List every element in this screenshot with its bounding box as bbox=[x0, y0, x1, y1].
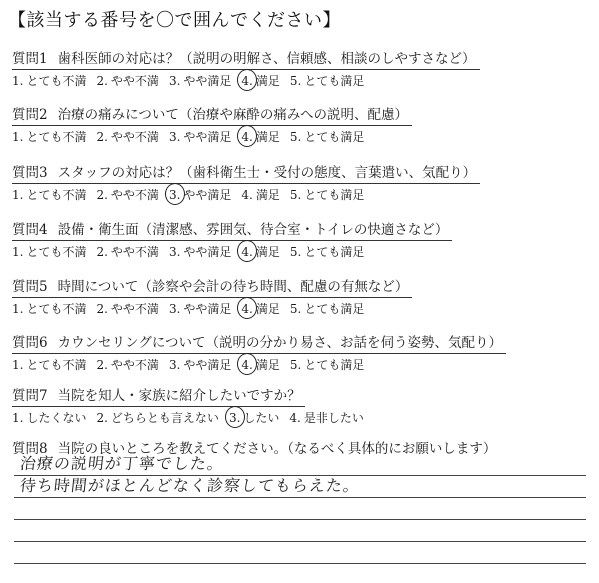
question-6-title bbox=[12, 334, 506, 354]
free-answer-area[interactable] bbox=[14, 454, 586, 564]
option-label: 満足 bbox=[255, 245, 280, 259]
answer-option-selected[interactable] bbox=[169, 186, 231, 204]
option-number: 1. bbox=[12, 188, 24, 202]
option-label: 満足 bbox=[255, 74, 280, 88]
answer-option-selected[interactable] bbox=[241, 72, 279, 90]
option-number: 1. bbox=[12, 302, 24, 316]
option-label: やや満足 bbox=[183, 358, 232, 372]
answer-option[interactable] bbox=[169, 300, 231, 318]
question-text: スタッフの対応は？（歯科衛生士・受付の態度、言葉遣い、気配り） bbox=[57, 165, 477, 181]
answer-option[interactable] bbox=[12, 186, 86, 204]
answer-option[interactable] bbox=[169, 128, 231, 146]
option-label: とても不満 bbox=[26, 74, 87, 88]
question-text: 設備・衛生面（清潔感、雰囲気、待合室・トイレの快適さなど） bbox=[57, 222, 449, 238]
option-number: 1. bbox=[12, 358, 24, 372]
question-4 bbox=[12, 219, 592, 261]
answer-option[interactable] bbox=[96, 409, 218, 427]
option-label: とても不満 bbox=[26, 358, 87, 372]
option-label: やや満足 bbox=[183, 130, 232, 144]
question-7-title bbox=[12, 387, 305, 407]
answer-options bbox=[12, 300, 592, 318]
option-number: 3. bbox=[168, 245, 181, 259]
question-number: 質問2 bbox=[12, 107, 48, 123]
question-number: 質問7 bbox=[12, 388, 48, 404]
question-number: 質問5 bbox=[12, 279, 48, 295]
option-number: 5. bbox=[289, 358, 302, 372]
option-label: とても満足 bbox=[304, 74, 365, 88]
answer-option[interactable] bbox=[289, 409, 363, 427]
option-label: やや満足 bbox=[183, 302, 232, 316]
answer-option[interactable] bbox=[290, 72, 364, 90]
option-label: やや満足 bbox=[183, 245, 232, 259]
answer-option[interactable] bbox=[96, 243, 158, 261]
option-label: どちらとも言えない bbox=[110, 411, 219, 425]
option-label: とても不満 bbox=[26, 130, 87, 144]
option-number: 5. bbox=[289, 74, 302, 88]
option-number: 3. bbox=[168, 130, 181, 144]
option-label: とても満足 bbox=[304, 302, 365, 316]
answer-options bbox=[12, 243, 592, 261]
option-number: 4. bbox=[241, 245, 253, 259]
option-number: 5. bbox=[289, 188, 302, 202]
answer-options bbox=[12, 72, 592, 90]
question-number: 質問6 bbox=[12, 335, 48, 351]
answer-options bbox=[12, 128, 592, 146]
option-label: やや不満 bbox=[110, 188, 159, 202]
option-label: やや不満 bbox=[110, 130, 159, 144]
answer-options bbox=[12, 186, 592, 204]
option-number: 5. bbox=[289, 130, 302, 144]
option-number: 3. bbox=[168, 74, 181, 88]
question-number: 質問3 bbox=[12, 165, 48, 181]
question-2 bbox=[12, 104, 592, 146]
answer-line[interactable] bbox=[14, 520, 586, 542]
option-label: 満足 bbox=[255, 302, 280, 316]
option-number: 3. bbox=[168, 358, 181, 372]
answer-option[interactable] bbox=[169, 243, 231, 261]
question-text: カウンセリングについて（説明の分かり易さ、お話を伺う姿勢、気配り） bbox=[57, 335, 503, 351]
option-number: 4. bbox=[241, 74, 253, 88]
answer-option[interactable] bbox=[12, 409, 86, 427]
question-number: 質問1 bbox=[12, 51, 48, 67]
option-number: 2. bbox=[96, 411, 108, 425]
question-2-title bbox=[12, 106, 412, 126]
answer-option-selected[interactable] bbox=[241, 300, 279, 318]
answer-option[interactable] bbox=[12, 300, 86, 318]
option-label: 満足 bbox=[255, 130, 280, 144]
option-number: 4. bbox=[289, 411, 301, 425]
answer-option[interactable] bbox=[290, 186, 364, 204]
answer-line[interactable] bbox=[14, 476, 586, 498]
option-number: 2. bbox=[96, 302, 108, 316]
option-number: 2. bbox=[96, 358, 108, 372]
question-text: 当院を知人・家族に紹介したいですか？ bbox=[57, 388, 301, 404]
option-label: とても不満 bbox=[26, 302, 87, 316]
answer-option[interactable] bbox=[12, 72, 86, 90]
question-8-number: 質問8 bbox=[12, 441, 48, 457]
option-number: 2. bbox=[96, 188, 108, 202]
option-label: とても満足 bbox=[304, 358, 365, 372]
option-number: 1. bbox=[12, 130, 24, 144]
option-number: 1. bbox=[12, 245, 24, 259]
answer-option[interactable] bbox=[96, 186, 158, 204]
answer-option[interactable] bbox=[96, 300, 158, 318]
answer-option[interactable] bbox=[12, 356, 86, 374]
answer-option[interactable] bbox=[290, 300, 364, 318]
question-1-title bbox=[12, 50, 480, 70]
answer-option-selected[interactable] bbox=[241, 128, 279, 146]
option-number: 3. bbox=[168, 188, 181, 202]
answer-option[interactable] bbox=[290, 356, 364, 374]
question-1 bbox=[12, 48, 592, 90]
option-label: やや不満 bbox=[110, 302, 159, 316]
answer-option[interactable] bbox=[96, 72, 158, 90]
option-number: 4. bbox=[241, 302, 253, 316]
answer-option[interactable] bbox=[96, 356, 158, 374]
question-5 bbox=[12, 276, 592, 318]
question-3 bbox=[12, 162, 592, 204]
option-number: 5. bbox=[289, 245, 302, 259]
question-4-title bbox=[12, 221, 452, 241]
handwritten-answer: 待ち時間がほとんどなく診察してもらえた。 bbox=[18, 476, 361, 495]
option-number: 3. bbox=[168, 302, 181, 316]
answer-options bbox=[12, 356, 592, 374]
option-number: 4. bbox=[241, 130, 253, 144]
option-label: やや満足 bbox=[183, 74, 232, 88]
option-label: やや不満 bbox=[110, 245, 159, 259]
question-3-title bbox=[12, 164, 480, 184]
option-label: やや不満 bbox=[110, 74, 159, 88]
option-label: とても不満 bbox=[26, 245, 87, 259]
answer-line[interactable] bbox=[14, 498, 586, 520]
option-label: したい bbox=[243, 411, 280, 425]
answer-option[interactable] bbox=[96, 128, 158, 146]
option-label: とても満足 bbox=[304, 188, 365, 202]
answer-option[interactable] bbox=[12, 128, 86, 146]
option-label: やや満足 bbox=[183, 188, 232, 202]
answer-option[interactable] bbox=[169, 72, 231, 90]
answer-option[interactable] bbox=[290, 243, 364, 261]
option-label: 満足 bbox=[255, 358, 280, 372]
question-6 bbox=[12, 332, 592, 374]
option-number: 4. bbox=[241, 188, 253, 202]
option-label: やや不満 bbox=[110, 358, 159, 372]
option-number: 3. bbox=[228, 411, 241, 425]
option-label: とても満足 bbox=[304, 245, 365, 259]
handwritten-answer: 治療の説明が丁寧でした。 bbox=[18, 454, 225, 473]
question-number: 質問4 bbox=[12, 222, 48, 238]
answer-option[interactable] bbox=[241, 186, 279, 204]
option-number: 4. bbox=[241, 358, 253, 372]
question-5-title bbox=[12, 278, 412, 298]
answer-option[interactable] bbox=[12, 243, 86, 261]
page-heading: 【該当する番号を〇で囲んでください】 bbox=[8, 10, 341, 31]
option-number: 2. bbox=[96, 130, 108, 144]
answer-option[interactable] bbox=[169, 356, 231, 374]
option-number: 1. bbox=[12, 411, 24, 425]
option-label: 是非したい bbox=[303, 411, 364, 425]
question-7 bbox=[12, 385, 592, 427]
answer-option-selected[interactable] bbox=[241, 356, 279, 374]
option-number: 5. bbox=[289, 302, 302, 316]
question-8-text: 当院の良いところを教えてください。（なるべく具体的にお願いします） bbox=[57, 441, 497, 457]
option-label: したくない bbox=[26, 411, 87, 425]
option-number: 2. bbox=[96, 245, 108, 259]
option-number: 1. bbox=[12, 74, 24, 88]
option-label: 満足 bbox=[255, 188, 280, 202]
answer-option-selected[interactable] bbox=[241, 243, 279, 261]
answer-line[interactable] bbox=[14, 542, 586, 564]
question-text: 治療の痛みについて（治療や麻酔の痛みへの説明、配慮） bbox=[57, 107, 409, 123]
answer-option-selected[interactable] bbox=[229, 409, 279, 427]
question-text: 時間について（診察や会計の待ち時間、配慮の有無など） bbox=[57, 279, 409, 295]
option-label: とても不満 bbox=[26, 188, 87, 202]
answer-option[interactable] bbox=[290, 128, 364, 146]
question-text: 歯科医師の対応は？（説明の明解さ、信頼感、相談のしやすさなど） bbox=[57, 51, 476, 67]
option-label: とても満足 bbox=[304, 130, 365, 144]
option-number: 2. bbox=[96, 74, 108, 88]
answer-options bbox=[12, 409, 592, 427]
